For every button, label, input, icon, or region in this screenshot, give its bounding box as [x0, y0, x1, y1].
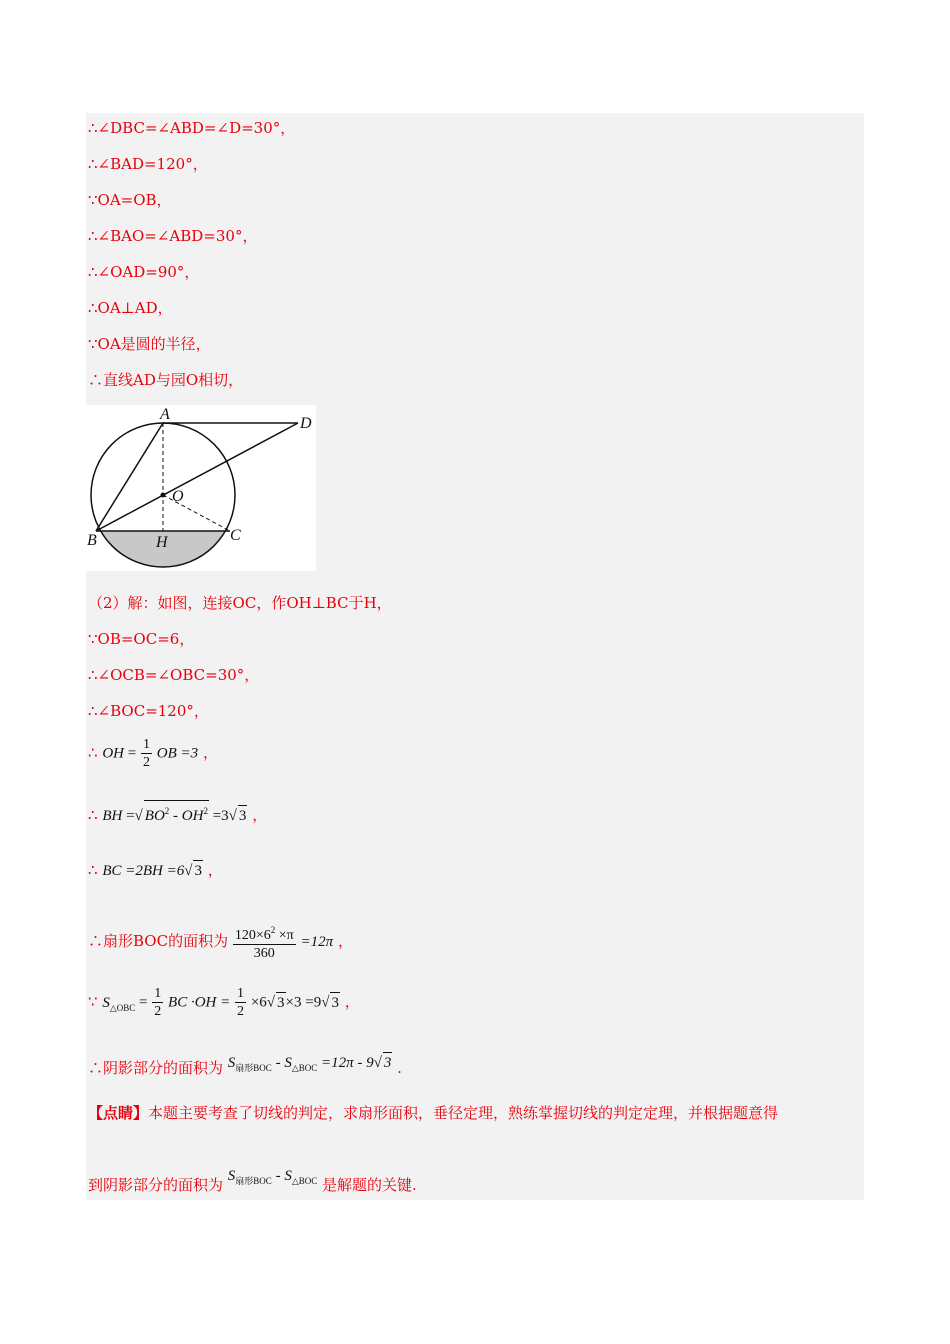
step-line: ∴∠BOC=120°， — [88, 702, 209, 720]
formula-shaded-area — [88, 1052, 402, 1078]
comment-text: 本题主要考查了切线的判定，求扇形面积，垂径定理，熟练掌握切线的判定定理，并根据题意得 — [148, 1104, 779, 1122]
math-text: $S_{扇形BOC} - S_{\triangle BOC}$ — [227, 1168, 318, 1186]
label-text: ∴扇形BOC的面积为 — [88, 932, 229, 950]
comment-text: 到阴影部分的面积为 — [88, 1176, 224, 1194]
step-line: ∴∠BAD=120°， — [88, 155, 208, 173]
fraction: $\frac{120\times 6^2 \times\pi}{360}$ — [233, 922, 296, 962]
math-text: =12π — [300, 934, 334, 950]
comment-text: 是解题的关键. — [322, 1176, 417, 1194]
step-line: ∴直线AD与园O相切， — [88, 371, 244, 389]
therefore-symbol: ∴ — [88, 861, 98, 879]
formula-bh: ∴ BH =√ $BO^2 - OH^2 =3√$ 3 ， — [88, 800, 267, 826]
sqrt-expr: 3 — [330, 992, 340, 1013]
step-line: ∵OA=OB， — [88, 191, 172, 209]
label-h: H — [156, 534, 168, 551]
sqrt-expr: 3 — [193, 860, 203, 881]
step-line: ∵OB=OC=6， — [88, 630, 195, 648]
center-point — [161, 493, 166, 498]
math-text: $S_{扇形BOC} - S_{\triangle BOC} =12\pi - 9√$ 3 — [228, 1055, 393, 1071]
math-text: BH — [102, 808, 123, 824]
circle-diagram — [86, 405, 316, 571]
punct: ， — [252, 806, 268, 824]
geometry-figure — [86, 405, 316, 571]
label-a: A — [160, 406, 170, 423]
therefore-symbol: ∴ — [88, 806, 98, 824]
sqrt-expr: 3 — [238, 805, 248, 826]
math-text: $S_{\triangle OBC}$ — [102, 994, 136, 1013]
line-bd — [96, 423, 298, 531]
punct: ， — [344, 992, 360, 1011]
label-d: D — [300, 415, 312, 432]
fraction: $\frac{1}{2}$ — [237, 986, 245, 1019]
step-line: ∴∠OCB=∠OBC=30°， — [88, 666, 260, 684]
chord-ab — [96, 423, 163, 531]
because-symbol: ∵ — [88, 992, 98, 1011]
sqrt-expr: $BO^2 - OH^2$ — [144, 800, 209, 826]
part2-intro: （2）解：如图，连接OC，作OH⊥BC于H， — [88, 594, 392, 612]
sqrt-expr: 3 — [276, 992, 286, 1013]
punct: ， — [337, 932, 353, 950]
formula-triangle-area: ∵ $S_{\triangle OBC}$ = $\frac{1}{2}$ BC ·OH = $\frac{1}{2}$ ×6√ 3×3 =9√ 3 ， — [88, 986, 360, 1019]
math-text: OH — [102, 745, 124, 762]
step-line: ∴OA⊥AD， — [88, 299, 173, 317]
label-o: O — [172, 488, 184, 505]
step-line: ∵OA是圆的半径， — [88, 335, 211, 353]
label-text: ∴阴影部分的面积为 — [88, 1059, 224, 1077]
punct: ， — [207, 861, 223, 879]
math-text: OB =3 — [156, 745, 199, 762]
punct: . — [397, 1059, 402, 1077]
step-line: ∴∠OAD=90°， — [88, 263, 200, 281]
fraction: $\frac{1}{2}$ — [143, 737, 150, 770]
comment-line-2 — [88, 1166, 417, 1195]
punct: ， — [202, 743, 218, 762]
solution-panel — [86, 113, 864, 1200]
comment-line-1 — [88, 1103, 778, 1123]
fraction: $\frac{1}{2}$ — [154, 986, 162, 1019]
therefore-symbol: ∴ — [88, 743, 98, 762]
label-c: C — [230, 527, 241, 544]
math-text: BC =2BH =6 — [102, 863, 185, 879]
formula-oh: ∴ OH = $\frac{1}{2}$ OB =3 ， — [88, 737, 218, 770]
comment-tag: 【点睛】 — [88, 1104, 149, 1122]
step-line: ∴∠BAO=∠ABD=30°， — [88, 227, 258, 245]
formula-sector-area — [88, 922, 353, 962]
step-line: ∴∠DBC=∠ABD=∠D=30°， — [88, 119, 296, 137]
formula-bc: ∴ BC =2BH =6√ 3 ， — [88, 861, 223, 879]
math-text: BC ·OH = — [168, 994, 231, 1011]
label-b: B — [87, 532, 97, 549]
